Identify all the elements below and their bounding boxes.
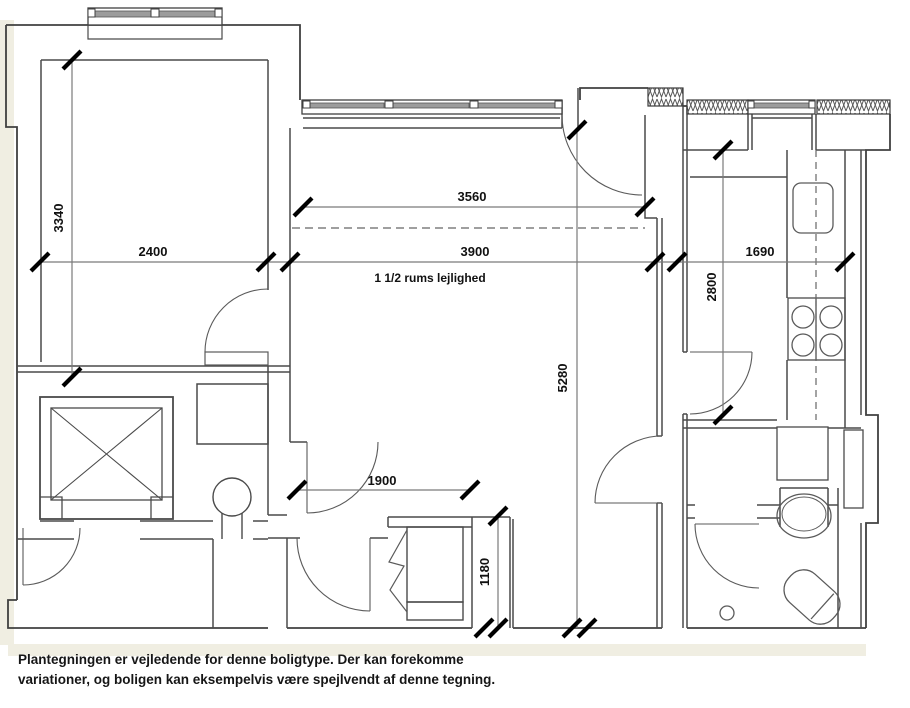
- hatch-wall-3: [817, 100, 890, 114]
- disclaimer-line-1: Plantegningen er vejledende for denne boligtype. Der kan forekomme: [18, 652, 464, 667]
- dimension-ticks: [31, 51, 854, 637]
- stair-column: [213, 478, 251, 539]
- room-label: 1 1/2 rums lejlighed: [374, 271, 486, 285]
- dim-3900: 3900: [460, 244, 490, 259]
- elevator: [40, 397, 173, 519]
- exterior-walls: [6, 25, 890, 628]
- door-closet-room: [297, 538, 370, 611]
- interior-walls: [17, 60, 866, 628]
- dim-1900: 1900: [367, 473, 397, 488]
- dim-5280: 5280: [555, 363, 570, 393]
- kitchen-fixtures: [788, 150, 845, 420]
- wardrobe-base: [407, 602, 463, 620]
- dim-3340: 3340: [51, 203, 66, 233]
- hatch-wall-1: [648, 88, 683, 106]
- floor-drain: [720, 606, 734, 620]
- dim-2400: 2400: [138, 244, 168, 259]
- burner: [820, 306, 842, 328]
- window-living-room: [302, 100, 562, 114]
- door-hall-living-room: [595, 436, 662, 503]
- dimension-lines: [40, 60, 845, 628]
- bathroom-fixtures: [720, 427, 863, 631]
- kitchen-sink: [793, 183, 833, 233]
- wardrobe: [407, 527, 463, 602]
- burner: [792, 306, 814, 328]
- stair-storage-box: [197, 384, 268, 444]
- door-vestibule: [23, 528, 80, 585]
- windows: [88, 8, 815, 114]
- door-kitchen: [690, 352, 752, 414]
- window-top-left-room: [88, 8, 222, 39]
- doors: [23, 115, 759, 611]
- dim-1180: 1180: [477, 557, 492, 587]
- disclaimer: [18, 650, 838, 691]
- hatch-wall-2: [687, 100, 748, 114]
- burner: [820, 334, 842, 356]
- burner: [792, 334, 814, 356]
- wash-basin-inner: [782, 497, 826, 531]
- door-entry-living-room: [562, 115, 642, 195]
- dim-1690: 1690: [745, 244, 775, 259]
- window-kitchen: [748, 100, 815, 114]
- door-bathroom: [695, 524, 759, 588]
- wardrobe-group: [389, 527, 463, 620]
- washing-machine: [777, 427, 828, 480]
- duct-shaft: [844, 430, 863, 508]
- bifold-door: [389, 530, 407, 612]
- toilet: [777, 563, 847, 631]
- dim-2800: 2800: [704, 272, 719, 302]
- dim-3560: 3560: [457, 189, 487, 204]
- disclaimer-line-2: variationer, og boligen kan eksempelvis være spejlvendt af denne tegning.: [18, 672, 496, 688]
- door-top-left-room: [205, 289, 268, 365]
